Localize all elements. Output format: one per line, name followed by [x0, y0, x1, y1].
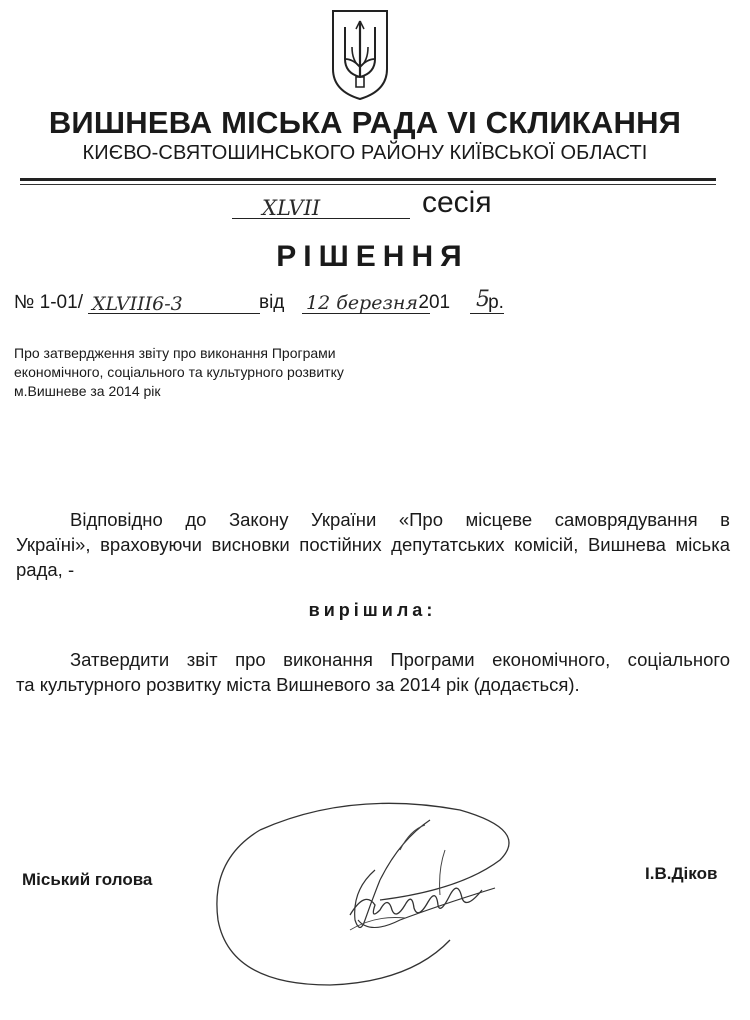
- resolution-rest: та культурного розвитку міста Вишневого за 2014 рік (додається).: [16, 674, 580, 695]
- session-label: сесія: [422, 186, 492, 219]
- session-number: XLVII: [262, 196, 321, 220]
- resolution-line1: Затвердити звіт про виконання Програми економічного, соціального: [70, 649, 730, 670]
- number-handwritten: XLVIII6-3: [92, 293, 183, 315]
- council-title: ВИШНЕВА МІСЬКА РАДА VI СКЛИКАННЯ: [48, 105, 682, 140]
- preamble-rest: Україні», враховуючи висновки постійних депутатських комісій, Вишнева міська рада, -: [16, 534, 730, 580]
- preamble-line1: Відповідно до Закону України «Про місцеве самоврядування в: [70, 509, 730, 530]
- signer-position: Міський голова: [22, 870, 153, 889]
- district-subtitle: КИЄВО-СВЯТОШИНСЬКОГО РАЙОНУ КИЇВСЬКОЇ ОБЛАСТІ: [82, 142, 648, 164]
- year-handwritten: 5: [476, 287, 490, 312]
- preamble-paragraph: [16, 507, 730, 582]
- subject-line: Про затвердження звіту про виконання Програми: [14, 345, 336, 361]
- signature-scribble: [200, 770, 540, 1000]
- date-label: від: [258, 292, 285, 313]
- subject-line: економічного, соціального та культурного розвитку: [14, 364, 344, 380]
- year-underline: [470, 313, 504, 314]
- year-prefix: 201: [418, 292, 451, 313]
- date-handwritten: 12 березня: [306, 292, 418, 314]
- signer-name: І.В.Діков: [645, 864, 718, 883]
- header-rule-thin: [20, 184, 716, 185]
- document-type: РІШЕННЯ: [276, 240, 469, 273]
- subject-block: [14, 344, 434, 401]
- decided-heading: вирішила:: [308, 600, 437, 620]
- session-underline: [232, 218, 410, 219]
- year-suffix: р.: [488, 292, 504, 313]
- decision-number-line: [14, 292, 504, 314]
- header-rule-thick: [20, 178, 716, 181]
- trident-icon: [329, 7, 391, 103]
- subject-line: м.Вишневе за 2014 рік: [14, 383, 161, 399]
- number-prefix: № 1-01/: [14, 292, 83, 313]
- resolution-paragraph: [16, 647, 730, 697]
